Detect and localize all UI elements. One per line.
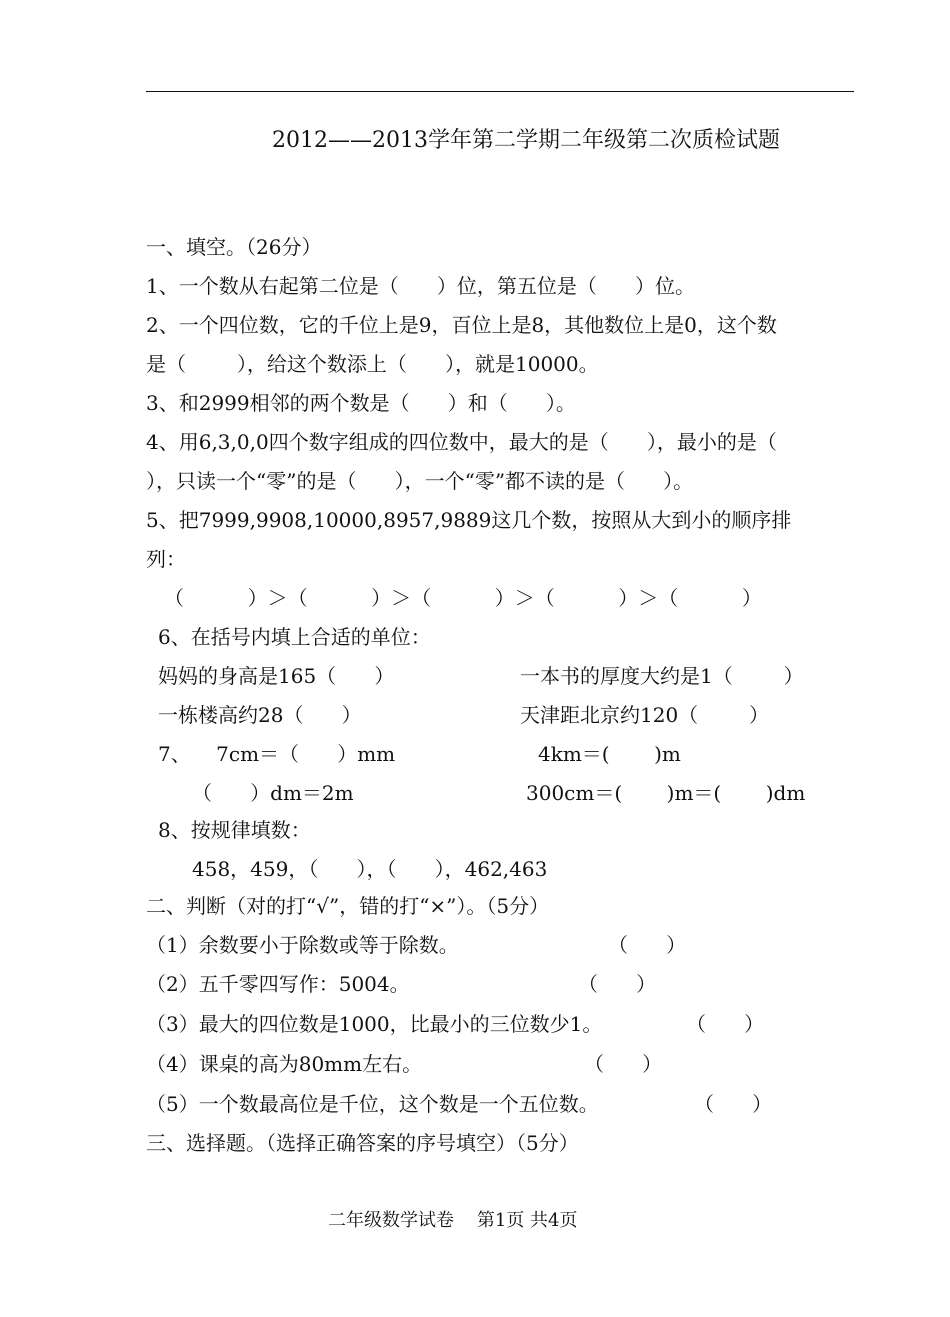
header-rule [146, 91, 854, 92]
question-7-item-c: （ ）dm＝2m [192, 781, 354, 805]
judge-blank-5: （ ） [694, 1092, 773, 1116]
question-6-item-b: 一本书的厚度大约是1（ ） [520, 664, 804, 688]
question-7-item-b: 4km＝( )m [538, 742, 681, 766]
question-8-sequence: 458，459，（ ），（ ），462,463 [192, 857, 548, 881]
judge-item-4: （4）课桌的高为80mm左右。 [146, 1052, 423, 1076]
question-6-heading: 6、在括号内填上合适的单位： [158, 625, 431, 649]
judge-blank-3: （ ） [686, 1012, 765, 1036]
question-6-item-c: 一栋楼高约28（ ） [158, 703, 362, 727]
question-2-line2: 是（ ），给这个数添上（ ），就是10000。 [146, 352, 599, 376]
question-5-line2: 列： [146, 547, 186, 571]
judge-item-2: （2）五千零四写作：5004。 [146, 972, 410, 996]
section1-heading: 一、填空。（26分） [146, 235, 322, 259]
question-5-answer-row: （ ）＞（ ）＞（ ）＞（ ）＞（ ） [164, 586, 762, 610]
question-7-item-a: 7、 7cm＝（ ）mm [158, 742, 396, 766]
question-5-line1: 5、把7999,9908,10000,8957,9889这几个数，按照从大到小的顺序排 [146, 508, 792, 532]
judge-item-3: （3）最大的四位数是1000，比最小的三位数少1。 [146, 1012, 603, 1036]
question-2-line1: 2、一个四位数，它的千位上是9，百位上是8，其他数位上是0，这个数 [146, 313, 777, 337]
judge-blank-2: （ ） [578, 972, 657, 996]
page-title: 2012——2013学年第二学期二年级第二次质检试题 [272, 128, 780, 153]
question-6-item-a: 妈妈的身高是165（ ） [158, 664, 395, 688]
page-footer: 二年级数学试卷 第1页 共4页 [328, 1210, 578, 1231]
judge-blank-1: （ ） [608, 933, 687, 957]
question-1: 1、一个数从右起第二位是（ ）位，第五位是（ ）位。 [146, 274, 696, 298]
judge-item-1: （1）余数要小于除数或等于除数。 [146, 933, 459, 957]
question-4-line2: ），只读一个“零”的是（ ），一个“零”都不读的是（ ）。 [146, 469, 694, 493]
section3-heading: 三、选择题。（选择正确答案的序号填空）（5分） [146, 1131, 579, 1155]
judge-item-5: （5）一个数最高位是千位，这个数是一个五位数。 [146, 1092, 599, 1116]
question-4-line1: 4、用6,3,0,0四个数字组成的四位数中，最大的是（ ），最小的是（ [146, 430, 777, 454]
question-3: 3、和2999相邻的两个数是（ ）和（ ）。 [146, 391, 576, 415]
question-8-heading: 8、按规律填数： [158, 818, 311, 842]
judge-blank-4: （ ） [584, 1052, 663, 1076]
section2-heading: 二、判断（对的打“√”，错的打“×”）。（5分） [146, 894, 550, 918]
question-6-item-d: 天津距北京约120（ ） [520, 703, 770, 727]
question-7-item-d: 300cm＝( )m＝( )dm [526, 781, 806, 805]
